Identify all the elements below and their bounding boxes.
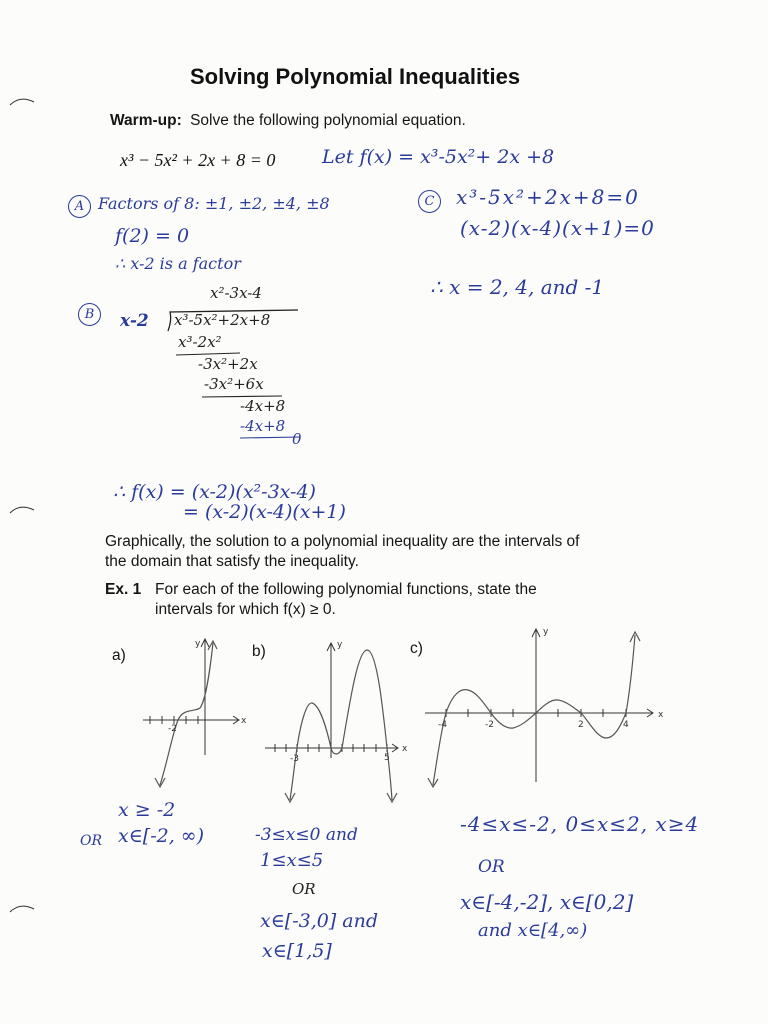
hw-factor-statement: ∴ x-2 is a factor bbox=[115, 254, 241, 273]
graph-a bbox=[130, 630, 250, 800]
hw-c-equation: x³-5x²+2x+8=0 bbox=[456, 185, 640, 209]
intro-line: the domain that satisfy the inequality. bbox=[105, 553, 359, 570]
answer-b-or: OR bbox=[292, 880, 316, 898]
answer-c-line2: x∈[-4,-2], x∈[0,2] bbox=[460, 890, 634, 914]
graph-a-x-label: x bbox=[241, 716, 247, 726]
graph-c-label: c) bbox=[410, 640, 423, 657]
graph-c-tick-label: 4 bbox=[623, 720, 629, 730]
example-line: intervals for which f(x) ≥ 0. bbox=[155, 601, 336, 618]
answer-c-line3: and x∈[4,∞) bbox=[478, 920, 588, 941]
marker-a: A bbox=[68, 195, 91, 218]
answer-a-or: OR bbox=[80, 833, 103, 849]
answer-b-line2: 1≤x≤5 bbox=[260, 850, 324, 871]
marker-c: C bbox=[418, 190, 441, 213]
margin-mark-stroke bbox=[10, 906, 34, 912]
hw-division-dividend: x³-5x²+2x+8 bbox=[174, 311, 271, 329]
graph-b-x-label: x bbox=[402, 744, 408, 754]
marker-b: B bbox=[78, 303, 101, 326]
graph-a-tick-label: -2 bbox=[168, 724, 177, 734]
warmup-text: Solve the following polynomial equation. bbox=[190, 112, 466, 129]
margin-mark bbox=[8, 503, 38, 517]
answer-a-line2: x∈[-2, ∞) bbox=[118, 825, 205, 847]
margin-mark bbox=[8, 902, 38, 916]
graph-c-tick-label: 2 bbox=[578, 720, 584, 730]
hw-c-roots: ∴ x = 2, 4, and -1 bbox=[430, 275, 605, 299]
graph-c-y-label: y bbox=[543, 627, 549, 637]
hw-division-divisor: x-2 bbox=[120, 311, 149, 331]
margin-mark bbox=[8, 95, 38, 109]
hw-f-of-2: f(2) = 0 bbox=[115, 225, 190, 247]
graph-a-y-label: y bbox=[195, 639, 201, 649]
graph-c bbox=[420, 620, 670, 795]
hw-division-step: -4x+8 bbox=[240, 417, 286, 435]
division-underline bbox=[240, 437, 300, 438]
graph-c-x-label: x bbox=[658, 710, 664, 720]
graph-b-y-label: y bbox=[337, 640, 343, 650]
answer-b-line4: x∈[1,5] bbox=[262, 940, 332, 962]
answer-c-line1: -4≤x≤-2, 0≤x≤2, x≥4 bbox=[460, 812, 700, 836]
graph-c-curve bbox=[433, 635, 635, 785]
hw-division-remainder: 0 bbox=[292, 430, 302, 448]
margin-mark-stroke bbox=[10, 507, 34, 513]
graph-b-tick-label: 5 bbox=[384, 753, 390, 763]
hw-division-step: -3x²+6x bbox=[204, 375, 264, 393]
answer-b-line1: -3≤x≤0 and bbox=[255, 825, 358, 845]
division-bracket bbox=[168, 310, 298, 331]
hw-let-f: Let f(x) = x³-5x²+ 2x +8 bbox=[322, 146, 555, 168]
answer-b-line3: x∈[-3,0] and bbox=[260, 910, 379, 932]
division-underline bbox=[176, 353, 240, 355]
graph-c-tick-label: -4 bbox=[438, 720, 447, 730]
margin-mark-stroke bbox=[10, 99, 34, 105]
graph-a-arrow-down bbox=[155, 778, 165, 787]
warmup-equation: x³ − 5x² + 2x + 8 = 0 bbox=[120, 150, 276, 170]
example-label: Ex. 1 bbox=[105, 581, 142, 598]
graph-a-label: a) bbox=[112, 647, 126, 664]
division-lines bbox=[110, 300, 310, 450]
graph-b bbox=[255, 630, 415, 815]
answer-a-line1: x ≥ -2 bbox=[118, 799, 176, 821]
graph-b-curve bbox=[290, 650, 392, 800]
hw-conclusion-line1: ∴ f(x) = (x-2)(x²-3x-4) bbox=[113, 481, 316, 503]
warmup-line bbox=[110, 112, 466, 130]
hw-division-quotient: x²-3x-4 bbox=[210, 284, 262, 302]
hw-division-step: x³-2x² bbox=[178, 333, 222, 351]
hw-factors-of-8: Factors of 8: ±1, ±2, ±4, ±8 bbox=[98, 194, 330, 213]
graph-c-tick-label: -2 bbox=[485, 720, 494, 730]
page-title: Solving Polynomial Inequalities bbox=[190, 64, 521, 89]
graph-b-tick-label: -3 bbox=[290, 754, 299, 764]
graph-b-label: b) bbox=[252, 643, 266, 660]
intro-line: Graphically, the solution to a polynomial inequality are the intervals of bbox=[105, 533, 580, 550]
hw-c-factored: (x-2)(x-4)(x+1)=0 bbox=[460, 216, 655, 240]
answer-c-or: OR bbox=[478, 857, 505, 877]
hw-conclusion-line2: = (x-2)(x-4)(x+1) bbox=[183, 501, 346, 523]
example-line: For each of the following polynomial functions, state the bbox=[155, 581, 537, 598]
hw-division-step: -4x+8 bbox=[240, 397, 286, 415]
division-underline bbox=[202, 396, 282, 397]
warmup-label: Warm-up: bbox=[110, 112, 182, 129]
hw-division-step: -3x²+2x bbox=[198, 355, 258, 373]
